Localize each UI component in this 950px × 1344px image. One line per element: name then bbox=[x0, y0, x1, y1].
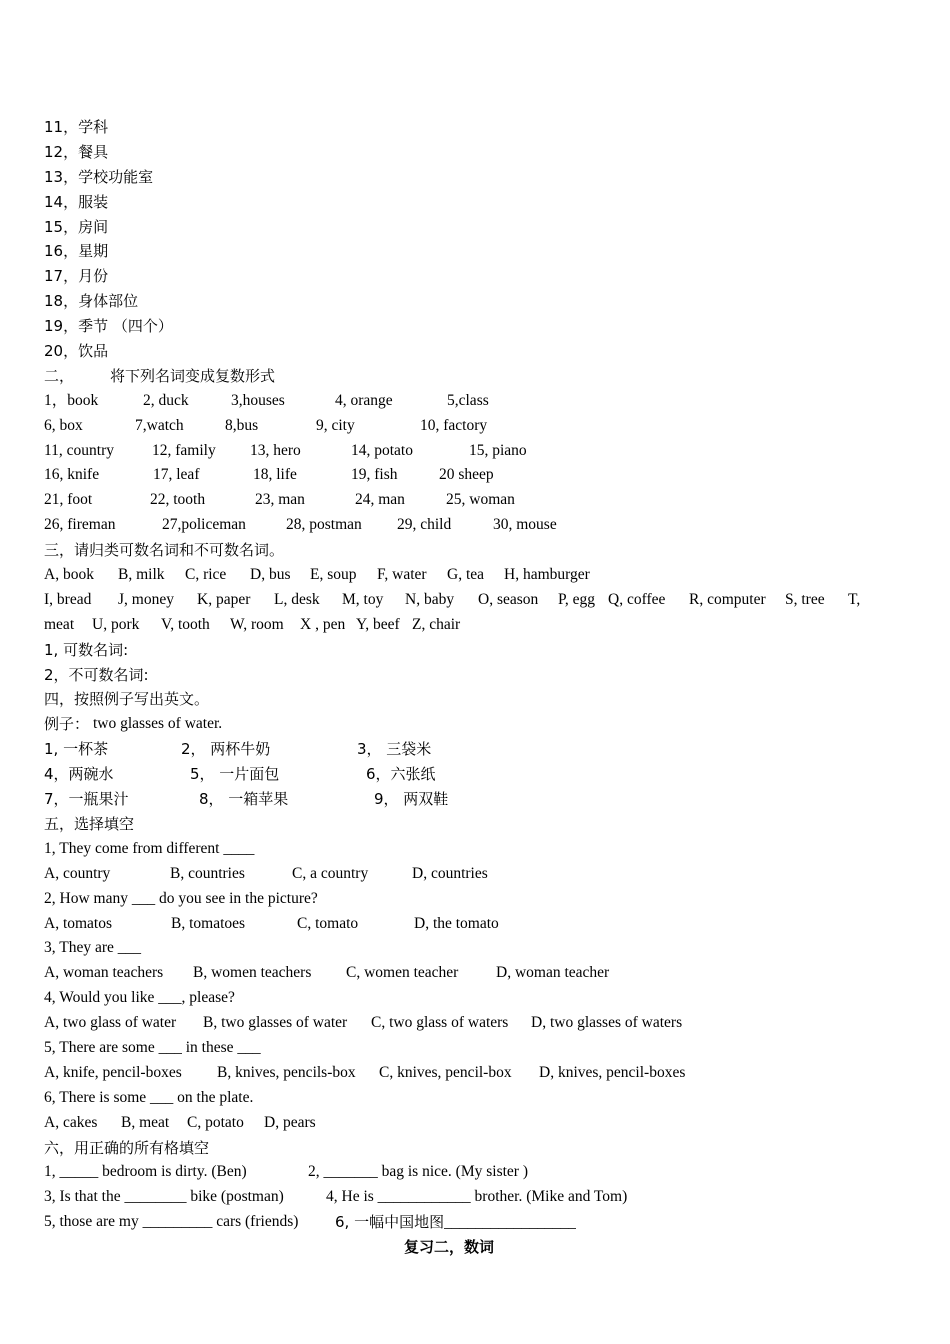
possessive-row: 5, those are my _________ cars (friends) 6, 一幅中国地图_________________ bbox=[44, 1210, 914, 1235]
translation-row: 4，两碗水 5， 一片面包 6，六张纸 bbox=[44, 765, 436, 784]
next-section-title: 复习二，数词 bbox=[403, 1238, 494, 1257]
possessive-row: 3, Is that the ________ bike (postman) 4, He is ____________ brother. (Mike and Tom) bbox=[44, 1188, 628, 1206]
category-item: 12，餐具 bbox=[44, 142, 109, 161]
category-item: 20，饮品 bbox=[44, 342, 109, 361]
answer-options: A, woman teachers B, women teachers C, women teacher D, woman teacher bbox=[44, 964, 610, 982]
section-4-heading: 四，按照例子写出英文。 bbox=[44, 690, 210, 709]
map-item: 6, 一幅中国地图_________________ bbox=[335, 1213, 576, 1232]
section-5-heading: 五，选择填空 bbox=[44, 814, 135, 833]
plural-row: 16, knife 17, leaf 18, life 19, fish 20 sheep bbox=[44, 466, 494, 484]
uncountable-answer-line: 2，不可数名词: bbox=[44, 665, 149, 684]
plural-row: 21, foot 22, tooth 23, man 24, man 25, woman bbox=[44, 491, 515, 509]
plural-row: 1，book 2, duck 3,houses 4, orange 5,class bbox=[44, 391, 489, 409]
question: 2, How many ___ do you see in the picture? bbox=[44, 889, 318, 907]
possessive-row: 1, _____ bedroom is dirty. (Ben) 2, _______ bag is nice. (My sister ) bbox=[44, 1163, 528, 1181]
answer-options: A, knife, pencil-boxes B, knives, pencils-box C, knives, pencil-box D, knives, pencil-boxes bbox=[44, 1063, 686, 1081]
noun-list-row: A, book B, milk C, rice D, bus E, soup F, water G, tea H, hamburger bbox=[44, 566, 590, 584]
plural-row: 26, fireman 27,policeman 28, postman 29, child 30, mouse bbox=[44, 516, 557, 534]
category-item: 19，季节 （四个） bbox=[44, 317, 173, 336]
category-item: 18，身体部位 bbox=[44, 292, 139, 311]
answer-options: A, cakes B, meat C, potato D, pears bbox=[44, 1113, 316, 1131]
noun-list-row: I, bread J, money K, paper L, desk M, toy N, baby O, season P, egg Q, coffee R, computer S, tree T, bbox=[44, 590, 861, 608]
noun-list-row: meat U, pork V, tooth W, room X , pen Y, beef Z, chair bbox=[44, 615, 461, 633]
plural-row: 11, country 12, family 13, hero 14, potato 15, piano bbox=[44, 441, 527, 459]
section-2-heading: 二， 将下列名词变成复数形式 bbox=[44, 366, 276, 385]
answer-options: A, country B, countries C, a country D, countries bbox=[44, 864, 488, 882]
answer-options: A, two glass of water B, two glasses of water C, two glass of waters D, two glasses of waters bbox=[44, 1014, 683, 1032]
question: 5, There are some ___ in these ___ bbox=[44, 1038, 261, 1056]
question: 3, They are ___ bbox=[44, 939, 141, 957]
section-6-heading: 六，用正确的所有格填空 bbox=[44, 1138, 210, 1157]
answer-options: A, tomatos B, tomatoes C, tomato D, the tomato bbox=[44, 914, 499, 932]
section-3-heading: 三，请归类可数名词和不可数名词。 bbox=[44, 541, 285, 560]
category-item: 11，学科 bbox=[44, 118, 109, 136]
plural-row: 6, box 7,watch 8,bus 9, city 10, factory bbox=[44, 416, 488, 434]
countable-answer-line: 1, 可数名词: bbox=[44, 640, 129, 659]
question: 6, There is some ___ on the plate. bbox=[44, 1088, 254, 1106]
translation-row: 1, 一杯茶 2， 两杯牛奶 3， 三袋米 bbox=[44, 740, 432, 759]
category-item: 13，学校功能室 bbox=[44, 167, 154, 186]
category-item: 14，服装 bbox=[44, 192, 109, 211]
example-line: 例子： two glasses of water. bbox=[44, 715, 223, 734]
worksheet bbox=[44, 115, 914, 1260]
question: 4, Would you like ___, please? bbox=[44, 989, 235, 1007]
category-item: 15，房间 bbox=[44, 217, 109, 236]
question: 1, They come from different ____ bbox=[44, 839, 255, 857]
translation-row: 7，一瓶果汁 8， 一箱苹果 9， 两双鞋 bbox=[44, 790, 449, 809]
category-item: 16，星期 bbox=[44, 242, 109, 261]
category-item: 17，月份 bbox=[44, 267, 109, 286]
